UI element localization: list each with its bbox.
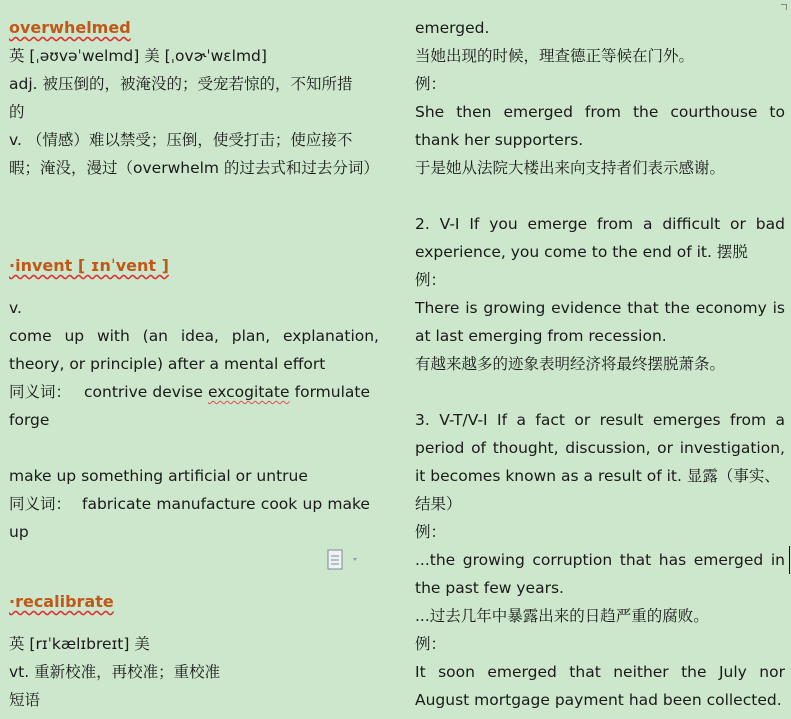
example-3-translation: ...过去几年中暴露出来的日趋严重的腐败。	[415, 607, 709, 625]
invent-synonyms2-line1: 同义词： fabricate manufacture cook up make	[9, 495, 370, 513]
example-3-line1: ...the growing corruption that has emerged in	[415, 551, 785, 569]
example-3-line2: the past few years.	[415, 579, 564, 597]
example-4-line1: It soon emerged that neither the July nor	[415, 663, 785, 681]
sense-3-line3: it becomes known as a result of it. 显露（事实、	[415, 467, 780, 485]
sense-2-line1: 2. V-I If you emerge from a difficult or bad	[415, 215, 785, 233]
sense-3-line4: 结果）	[415, 495, 462, 513]
example-2-translation: 有越来越多的迹象表明经济将最终摆脱萧条。	[415, 355, 726, 373]
example-label-2: 例：	[415, 271, 447, 289]
invent-pos: v.	[9, 299, 22, 317]
definition-v-line1: v. （情感）难以禁受；压倒，使受打击；使应接不	[9, 131, 353, 149]
chevron-down-icon	[353, 558, 357, 561]
example-1-line2: thank her supporters.	[415, 131, 584, 149]
example-2-line2: at last emerging from recession.	[415, 327, 667, 345]
definition-adj-line1: adj. 被压倒的，被淹没的；受宠若惊的，不知所措	[9, 75, 353, 93]
recalibrate-phrase-label: 短语	[9, 691, 41, 709]
example-label-1: 例：	[415, 75, 447, 93]
invent-synonyms1-line1: 同义词： contrive devise excogitate formulate	[9, 383, 371, 401]
phonetic-overwhelmed: 英 [ˌəʊvəˈwelmd] 美 [ˌovɚˈwɛlmd]	[9, 47, 267, 65]
text-cursor	[789, 546, 790, 574]
invent-synonyms2-line2: up	[9, 523, 29, 541]
window-corner-mark	[781, 4, 787, 10]
headword-recalibrate: ·recalibrate	[9, 592, 114, 611]
example-4-line2: August mortgage payment had been collected.	[415, 691, 782, 709]
phonetic-recalibrate: 英 [rɪˈkælɪbreɪt] 美	[9, 635, 150, 653]
invent-def1-line2: theory, or principle) after a mental effort	[9, 355, 326, 373]
headword-invent: ·invent [ ɪnˈvent ]	[9, 256, 169, 275]
example-label-4: 例：	[415, 635, 447, 653]
definition-adj-line2: 的	[9, 103, 25, 121]
recalibrate-definition: vt. 重新校准，再校准；重校准	[9, 663, 221, 681]
sense-3-line2: period of thought, discussion, or investigation,	[415, 439, 785, 457]
document-paste-options-icon[interactable]	[326, 548, 358, 572]
example-2-line1: There is growing evidence that the economy is	[415, 299, 785, 317]
invent-synonyms1-line2: forge	[9, 411, 50, 429]
invent-def2: make up something artificial or untrue	[9, 467, 308, 485]
example-1-line1: She then emerged from the courthouse to	[415, 103, 785, 121]
sense-3-line1: 3. V-T/V-I If a fact or result emerges from a	[415, 411, 785, 429]
right-line-emerged: emerged.	[415, 19, 490, 37]
invent-def1-line1: come up with (an idea, plan, explanation,	[9, 327, 379, 345]
example-label-3: 例：	[415, 523, 447, 541]
definition-v-line2: 暇；淹没，漫过（overwhelm 的过去式和过去分词）	[9, 159, 379, 177]
sense-2-line2: experience, you come to the end of it. 摆脱	[415, 243, 748, 261]
headword-overwhelmed: overwhelmed	[9, 18, 131, 37]
example-1-translation: 于是她从法院大楼出来向支持者们表示感谢。	[415, 159, 726, 177]
right-translation-1: 当她出现的时候，理查德正等候在门外。	[415, 47, 695, 65]
